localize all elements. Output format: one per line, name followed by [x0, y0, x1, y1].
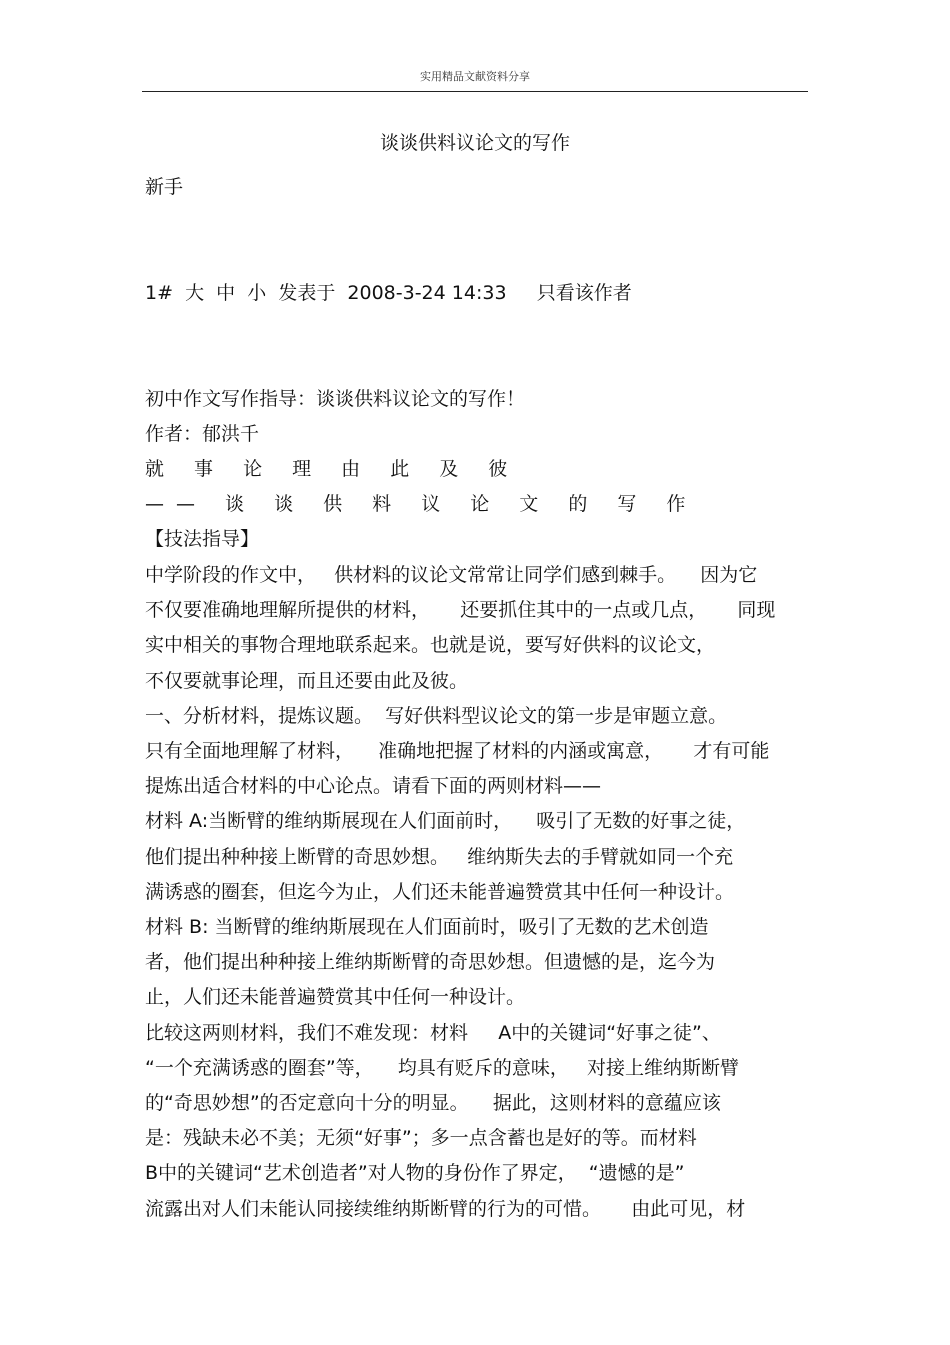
body-line: 是：残缺未必不美；无须“好事”；多一点含蓄也是好的等。而材料 — [145, 1127, 697, 1149]
subtitle-line: —— 谈 谈 供 料 议 论 文 的 写 作 — [145, 493, 698, 515]
body-line: 不仅要就事论理，而且还要由此及彼。 — [145, 670, 469, 692]
author-tag: 新手 — [145, 176, 184, 198]
page-header: 实用精品文献资料分享 — [420, 70, 530, 83]
subtitle-line: 就 事 论 理 由 此 及 彼 — [145, 458, 520, 480]
post-meta: 1# 大 中 小 发表于 2008-3-24 14:33 只看该作者 — [145, 282, 632, 304]
body-line: 材料 B: 当断臂的维纳斯展现在人们面前时，吸引了无数的艺术创造 — [145, 916, 709, 938]
body-line: 只有全面地理解了材料， 准确地把握了材料的内涵或寓意， 才有可能 — [145, 740, 770, 762]
body-line: 中学阶段的作文中， 供材料的议论文常常让同学们感到棘手。 因为它 — [145, 564, 758, 586]
body-line: 者，他们提出种种接上维纳斯断臂的奇思妙想。但遗憾的是，迄今为 — [145, 951, 716, 973]
body-line: 的“奇思妙想”的否定意向十分的明显。 据此，这则材料的意蕴应该 — [145, 1092, 721, 1114]
body-line: 止，人们还未能普遍赞赏其中任何一种设计。 — [145, 986, 526, 1008]
body-line: “一个充满诱惑的圈套”等， 均具有贬斥的意味， 对接上维纳斯断臂 — [145, 1057, 739, 1079]
header-divider — [142, 91, 808, 92]
body-line: 作者：郁洪千 — [145, 423, 260, 445]
body-line: 比较这两则材料，我们不难发现：材料 A中的关键词“好事之徒”、 — [145, 1022, 721, 1044]
body-line: B中的关键词“艺术创造者”对人物的身份作了界定， “遗憾的是” — [145, 1162, 685, 1184]
document-title: 谈谈供料议论文的写作 — [379, 132, 570, 154]
body-line: 不仅要准确地理解所提供的材料， 还要抓住其中的一点或几点， 同现 — [145, 599, 776, 621]
body-line: 满诱惑的圈套，但迄今为止，人们还未能普遍赞赏其中任何一种设计。 — [145, 881, 735, 903]
body-line: 材料 A:当断臂的维纳斯展现在人们面前时， 吸引了无数的好事之徒， — [145, 810, 746, 832]
body-line: 他们提出种种接上断臂的奇思妙想。 维纳斯失去的手臂就如同一个充 — [145, 846, 734, 868]
section-heading: 【技法指导】 — [145, 528, 260, 550]
body-line: 初中作文写作指导：谈谈供料议论文的写作！ — [145, 388, 526, 410]
body-line: 实中相关的事物合理地联系起来。也就是说，要写好供料的议论文， — [145, 634, 716, 656]
body-line: 流露出对人们未能认同接续维纳斯断臂的行为的可惜。 由此可见，材 — [145, 1198, 746, 1220]
body-line: 一、分析材料，提炼议题。 写好供料型议论文的第一步是审题立意。 — [145, 705, 728, 727]
body-line: 提炼出适合材料的中心论点。请看下面的两则材料—— — [145, 775, 602, 797]
